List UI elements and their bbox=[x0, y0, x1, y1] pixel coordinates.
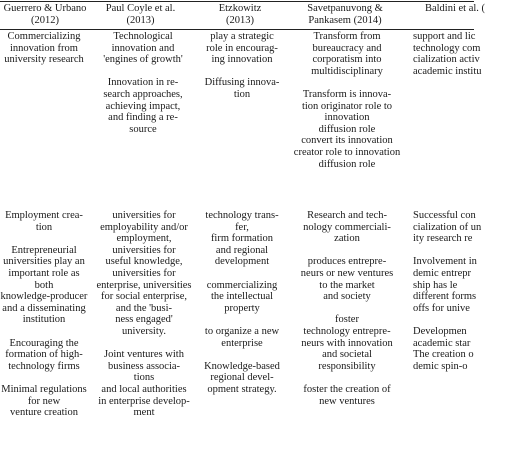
column-author: Paul Coyle et al. bbox=[105, 3, 176, 14]
column-header bbox=[285, 3, 405, 27]
cell-paragraph: Encouraging the formation of high- technology firms bbox=[5, 337, 83, 372]
cell-paragraph: play a strategic role in encourag- ing innovation bbox=[206, 31, 278, 66]
cell-paragraph: foster technology entrepre- neurs with innovation and societal responsibility bbox=[301, 314, 393, 372]
column-author: Guerrero & Urbano bbox=[3, 3, 87, 14]
cell-paragraph: Employment crea- tion bbox=[5, 210, 83, 233]
column-header bbox=[0, 3, 90, 27]
cell-paragraph: Transform is innova- tion originator role to innovation diffusion role convert its innovation creator role to innovation diffusion role bbox=[293, 88, 401, 170]
table-cell bbox=[405, 31, 519, 77]
cell-paragraph: Involvement in demic entrepr ship has le different forms offs for unive bbox=[413, 256, 477, 314]
column-year: (2013) bbox=[126, 15, 155, 26]
table-cell bbox=[192, 31, 292, 101]
table-cell bbox=[0, 210, 96, 419]
cell-paragraph: Knowledge-based regional devel- opment strategy. bbox=[204, 360, 280, 395]
cell-paragraph: technology trans- fer, firm formation and regional development bbox=[205, 210, 279, 268]
table-cell bbox=[192, 210, 292, 396]
cell-paragraph: Transform from bureaucracy and corporatism into multidisciplinary bbox=[311, 31, 383, 77]
cell-paragraph: Developmen academic star The creation o demic spin-o bbox=[413, 325, 474, 372]
top-rule bbox=[0, 1, 474, 2]
cell-paragraph: Successful con cialization of un ity research re bbox=[413, 210, 482, 245]
cell-paragraph: universities for employability and/or employment, universities for useful knowledge, universities for enterprise, universities for social enterprise, and the 'busi- ness engaged' university. bbox=[96, 210, 192, 337]
column-year: (2013) bbox=[226, 15, 254, 26]
column-author: Baldini et al. ( bbox=[424, 3, 486, 14]
cell-paragraph: Commercializing innovation from university research bbox=[4, 31, 84, 66]
cell-paragraph: produces entrepre- neurs or new ventures to the market and society bbox=[300, 256, 394, 303]
cell-paragraph: commercializing the intellectual property bbox=[206, 279, 278, 314]
cell-paragraph: Technological innovation and 'engines of growth' bbox=[103, 31, 183, 66]
table-cell bbox=[285, 31, 409, 170]
cell-paragraph: Minimal regulations for new venture creation bbox=[1, 383, 87, 419]
cell-paragraph: Innovation in re- search approaches, achieving impact, and finding a re- source bbox=[103, 77, 183, 135]
cell-paragraph: Joint ventures with business associa- tions and local authorities in enterprise develop- ment bbox=[98, 349, 190, 419]
column-header bbox=[93, 3, 188, 27]
cell-paragraph: to organize a new enterprise bbox=[204, 325, 280, 349]
cell-paragraph: Diffusing innova- tion bbox=[204, 77, 280, 100]
column-author: Savetpanuvong & bbox=[307, 3, 383, 14]
table-cell bbox=[285, 210, 409, 407]
table-cell bbox=[0, 31, 96, 66]
table-cell bbox=[92, 210, 196, 419]
table-cell bbox=[92, 31, 194, 135]
cell-paragraph: Research and tech- nology commerciali- zation bbox=[303, 210, 391, 245]
cell-paragraph: Entrepreneurial universities play an important role as both knowledge-producer and a disseminating institution bbox=[0, 244, 88, 326]
table-cell bbox=[405, 210, 519, 372]
header-rule bbox=[0, 29, 474, 30]
cell-paragraph: foster the creation of new ventures bbox=[303, 383, 391, 407]
column-year: Pankasem (2014) bbox=[308, 15, 382, 26]
column-author: Etzkowitz bbox=[218, 3, 262, 14]
cell-paragraph: support and lic technology com cialization activ academic institu bbox=[413, 31, 482, 77]
column-header bbox=[190, 3, 290, 27]
column-header bbox=[405, 3, 505, 15]
column-year: (2012) bbox=[31, 15, 59, 26]
